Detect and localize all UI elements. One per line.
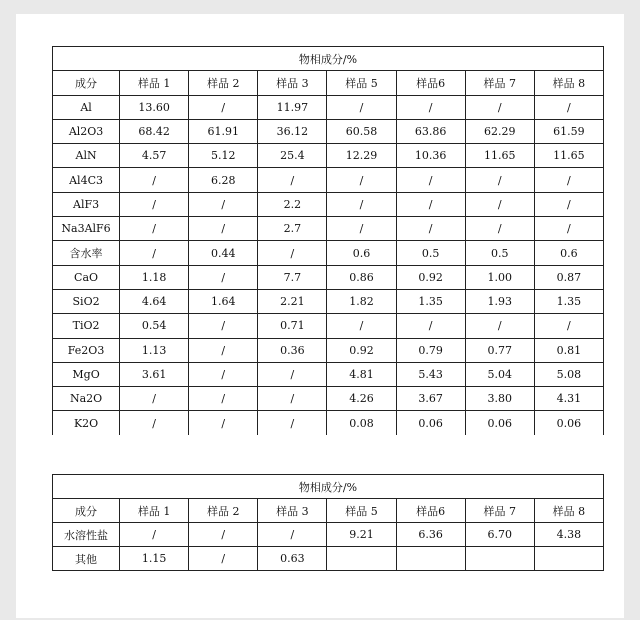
- row-label-cell: AlN: [53, 144, 120, 168]
- value-cell: 1.18: [120, 265, 189, 289]
- value-cell: 0.08: [327, 411, 396, 435]
- value-cell: /: [189, 547, 258, 571]
- value-cell: /: [327, 314, 396, 338]
- value-cell: /: [189, 314, 258, 338]
- value-cell: /: [120, 411, 189, 435]
- value-cell: /: [189, 338, 258, 362]
- value-cell: /: [189, 411, 258, 435]
- value-cell: 68.42: [120, 119, 189, 143]
- value-cell: 60.58: [327, 119, 396, 143]
- column-header: 样品 3: [258, 71, 327, 95]
- value-cell: 0.5: [396, 241, 465, 265]
- value-cell: /: [258, 387, 327, 411]
- value-cell: /: [189, 387, 258, 411]
- value-cell: 6.36: [396, 523, 465, 547]
- value-cell: 0.54: [120, 314, 189, 338]
- row-label-cell: Al: [53, 95, 120, 119]
- value-cell: /: [396, 95, 465, 119]
- table-row: [53, 95, 604, 119]
- value-cell: 5.04: [465, 362, 534, 386]
- phase-composition-table-1: [52, 46, 604, 435]
- value-cell: [327, 547, 396, 571]
- value-cell: 2.7: [258, 217, 327, 241]
- value-cell: 1.64: [189, 289, 258, 313]
- value-cell: /: [465, 192, 534, 216]
- value-cell: /: [120, 192, 189, 216]
- row-label-cell: Al2O3: [53, 119, 120, 143]
- value-cell: /: [189, 217, 258, 241]
- table-row: [53, 387, 604, 411]
- value-cell: 0.44: [189, 241, 258, 265]
- column-header: 样品 8: [534, 71, 603, 95]
- value-cell: 11.65: [465, 144, 534, 168]
- value-cell: 0.5: [465, 241, 534, 265]
- phase-composition-table-2: [52, 474, 604, 571]
- row-label-cell: Fe2O3: [53, 338, 120, 362]
- value-cell: /: [258, 523, 327, 547]
- value-cell: 0.6: [327, 241, 396, 265]
- row-label-cell: 其他: [53, 547, 120, 571]
- value-cell: /: [189, 192, 258, 216]
- row-label-cell: SiO2: [53, 289, 120, 313]
- value-cell: 3.80: [465, 387, 534, 411]
- column-header: 成分: [53, 499, 120, 523]
- value-cell: /: [396, 192, 465, 216]
- value-cell: /: [465, 168, 534, 192]
- value-cell: /: [189, 523, 258, 547]
- column-header: 样品 5: [327, 499, 396, 523]
- value-cell: /: [120, 387, 189, 411]
- value-cell: /: [327, 168, 396, 192]
- table-header-row: [53, 71, 604, 95]
- value-cell: 1.35: [396, 289, 465, 313]
- table-title: 物相成分/%: [53, 475, 604, 499]
- table-row: [53, 523, 604, 547]
- value-cell: /: [465, 314, 534, 338]
- value-cell: 0.87: [534, 265, 603, 289]
- table-row: [53, 144, 604, 168]
- table-title-row: [53, 475, 604, 499]
- value-cell: /: [327, 217, 396, 241]
- table-row: [53, 168, 604, 192]
- value-cell: /: [120, 523, 189, 547]
- value-cell: 0.06: [465, 411, 534, 435]
- value-cell: 4.38: [534, 523, 603, 547]
- value-cell: [465, 547, 534, 571]
- row-label-cell: MgO: [53, 362, 120, 386]
- value-cell: 6.70: [465, 523, 534, 547]
- value-cell: /: [258, 241, 327, 265]
- value-cell: /: [258, 411, 327, 435]
- value-cell: 5.43: [396, 362, 465, 386]
- value-cell: 0.77: [465, 338, 534, 362]
- value-cell: 11.65: [534, 144, 603, 168]
- value-cell: 36.12: [258, 119, 327, 143]
- column-header: 样品 2: [189, 71, 258, 95]
- value-cell: 0.63: [258, 547, 327, 571]
- value-cell: 7.7: [258, 265, 327, 289]
- value-cell: 9.21: [327, 523, 396, 547]
- table-row: [53, 411, 604, 435]
- column-header: 样品 2: [189, 499, 258, 523]
- value-cell: /: [189, 95, 258, 119]
- row-label-cell: Al4C3: [53, 168, 120, 192]
- value-cell: 0.79: [396, 338, 465, 362]
- value-cell: /: [258, 362, 327, 386]
- value-cell: /: [120, 241, 189, 265]
- column-header: 样品6: [396, 71, 465, 95]
- value-cell: /: [327, 95, 396, 119]
- table-row: [53, 362, 604, 386]
- value-cell: /: [465, 217, 534, 241]
- value-cell: 4.57: [120, 144, 189, 168]
- value-cell: 0.36: [258, 338, 327, 362]
- value-cell: 4.81: [327, 362, 396, 386]
- value-cell: 6.28: [189, 168, 258, 192]
- row-label-cell: CaO: [53, 265, 120, 289]
- value-cell: /: [396, 168, 465, 192]
- value-cell: 1.13: [120, 338, 189, 362]
- row-label-cell: 含水率: [53, 241, 120, 265]
- value-cell: 62.29: [465, 119, 534, 143]
- value-cell: 1.35: [534, 289, 603, 313]
- value-cell: 1.93: [465, 289, 534, 313]
- value-cell: /: [189, 362, 258, 386]
- value-cell: 61.59: [534, 119, 603, 143]
- value-cell: 10.36: [396, 144, 465, 168]
- row-label-cell: K2O: [53, 411, 120, 435]
- table-row: [53, 338, 604, 362]
- table-row: [53, 119, 604, 143]
- value-cell: /: [465, 95, 534, 119]
- value-cell: 5.08: [534, 362, 603, 386]
- table-row: [53, 547, 604, 571]
- value-cell: 3.67: [396, 387, 465, 411]
- value-cell: /: [396, 314, 465, 338]
- column-header: 样品6: [396, 499, 465, 523]
- column-header: 样品 8: [534, 499, 603, 523]
- value-cell: 4.26: [327, 387, 396, 411]
- value-cell: 0.86: [327, 265, 396, 289]
- row-label-cell: AlF3: [53, 192, 120, 216]
- column-header: 样品 5: [327, 71, 396, 95]
- value-cell: 0.92: [396, 265, 465, 289]
- column-header: 成分: [53, 71, 120, 95]
- value-cell: 5.12: [189, 144, 258, 168]
- table-row: [53, 217, 604, 241]
- value-cell: 1.00: [465, 265, 534, 289]
- value-cell: 0.71: [258, 314, 327, 338]
- row-label-cell: 水溶性盐: [53, 523, 120, 547]
- table-row: [53, 265, 604, 289]
- table-row: [53, 241, 604, 265]
- column-header: 样品 3: [258, 499, 327, 523]
- value-cell: /: [120, 168, 189, 192]
- value-cell: 25.4: [258, 144, 327, 168]
- table-row: [53, 192, 604, 216]
- value-cell: /: [534, 168, 603, 192]
- value-cell: /: [534, 192, 603, 216]
- value-cell: 0.92: [327, 338, 396, 362]
- table-title: 物相成分/%: [53, 47, 604, 71]
- value-cell: 61.91: [189, 119, 258, 143]
- value-cell: 4.64: [120, 289, 189, 313]
- value-cell: 1.15: [120, 547, 189, 571]
- value-cell: /: [120, 217, 189, 241]
- value-cell: 4.31: [534, 387, 603, 411]
- value-cell: 63.86: [396, 119, 465, 143]
- column-header: 样品 1: [120, 71, 189, 95]
- value-cell: 3.61: [120, 362, 189, 386]
- value-cell: 2.21: [258, 289, 327, 313]
- value-cell: 12.29: [327, 144, 396, 168]
- table-row: [53, 314, 604, 338]
- value-cell: 13.60: [120, 95, 189, 119]
- value-cell: /: [534, 95, 603, 119]
- value-cell: 0.06: [534, 411, 603, 435]
- value-cell: /: [189, 265, 258, 289]
- value-cell: 2.2: [258, 192, 327, 216]
- value-cell: /: [534, 217, 603, 241]
- row-label-cell: Na3AlF6: [53, 217, 120, 241]
- value-cell: 0.81: [534, 338, 603, 362]
- value-cell: /: [327, 192, 396, 216]
- value-cell: 1.82: [327, 289, 396, 313]
- row-label-cell: Na2O: [53, 387, 120, 411]
- row-label-cell: TiO2: [53, 314, 120, 338]
- column-header: 样品 1: [120, 499, 189, 523]
- value-cell: /: [258, 168, 327, 192]
- value-cell: 0.06: [396, 411, 465, 435]
- value-cell: 11.97: [258, 95, 327, 119]
- value-cell: [534, 547, 603, 571]
- value-cell: [396, 547, 465, 571]
- column-header: 样品 7: [465, 499, 534, 523]
- column-header: 样品 7: [465, 71, 534, 95]
- value-cell: /: [396, 217, 465, 241]
- table-header-row: [53, 499, 604, 523]
- value-cell: /: [534, 314, 603, 338]
- table-title-row: [53, 47, 604, 71]
- value-cell: 0.6: [534, 241, 603, 265]
- table-row: [53, 289, 604, 313]
